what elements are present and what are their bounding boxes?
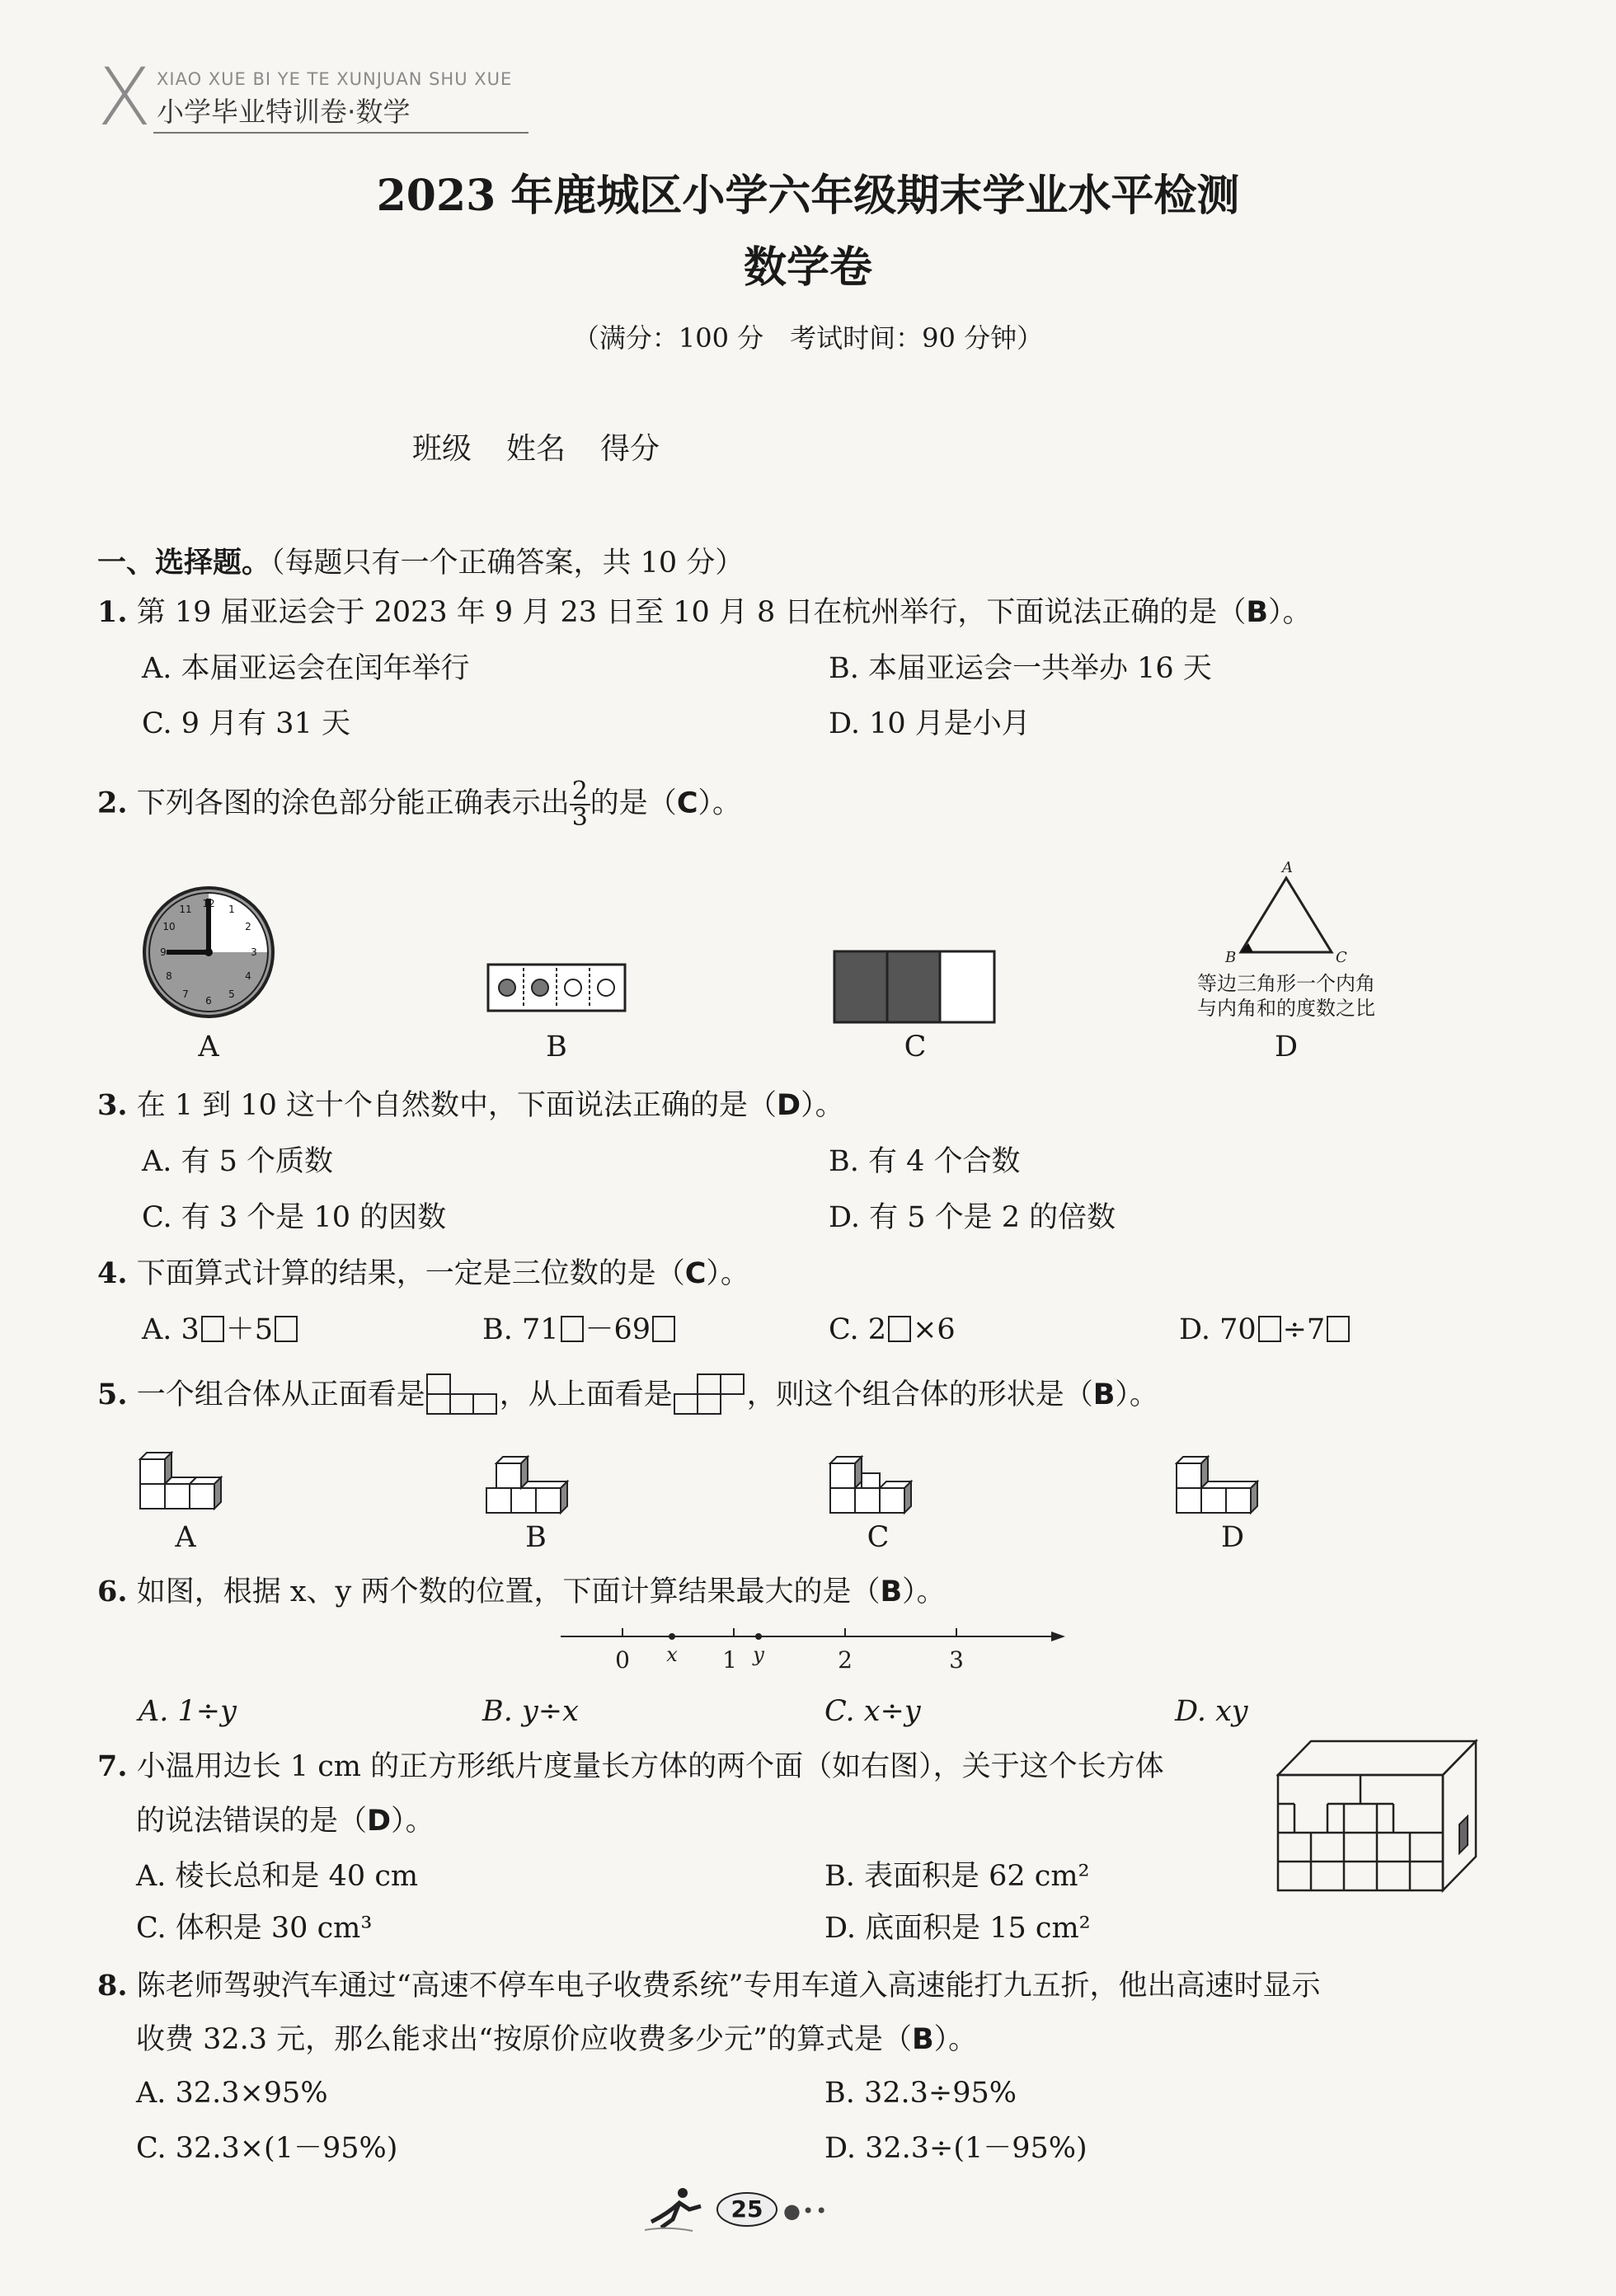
q3-answer: D	[777, 1089, 801, 1122]
clock-num-1: 1	[228, 904, 235, 915]
q2-label-b[interactable]: B	[546, 1031, 567, 1063]
section-1-title: 一、选择题。	[97, 546, 271, 580]
q6-number-line	[561, 1620, 1072, 1678]
q1-option-c[interactable]: C. 9 月有 31 天	[142, 707, 350, 740]
q5-stem: 5. 一个组合体从正面看是 ，从上面看是 ，则这个组合体的形状是（B）。	[97, 1373, 1158, 1416]
q8-option-b[interactable]: B. 32.3÷95%	[824, 2077, 1017, 2110]
page-number: 25	[730, 2195, 763, 2223]
q6-number: 6.	[97, 1575, 128, 1608]
q7-option-b[interactable]: B. 表面积是 62 cm²	[824, 1860, 1090, 1893]
q3-option-c[interactable]: C. 有 3 个是 10 的因数	[142, 1201, 447, 1234]
q7-option-c[interactable]: C. 体积是 30 cm³	[136, 1912, 373, 1945]
q6-answer: B	[880, 1575, 903, 1608]
q2-circles-figure	[486, 963, 627, 1012]
axis-tick-2: 2	[838, 1646, 853, 1674]
q3-stem: 3. 在 1 到 10 这十个自然数中，下面说法正确的是（D）。	[97, 1088, 844, 1122]
blank-box-icon	[652, 1316, 675, 1342]
triangle-vertex-a: A	[1282, 859, 1293, 876]
q5-front-view-icon	[425, 1373, 500, 1416]
q2-triangle-figure	[1220, 857, 1352, 965]
section-1-note: （每题只有一个正确答案，共 10 分）	[270, 547, 745, 580]
blank-box-icon	[561, 1316, 584, 1342]
q2-answer: C	[676, 786, 698, 820]
q4-answer: C	[684, 1257, 707, 1290]
q3-option-a[interactable]: A. 有 5 个质数	[142, 1145, 334, 1178]
q5-top-view-icon	[673, 1373, 747, 1416]
q3-option-d[interactable]: D. 有 5 个是 2 的倍数	[829, 1201, 1116, 1234]
q2-triangle-note: 等边三角形一个内角 与内角和的度数之比	[1197, 972, 1375, 1020]
q7-option-d[interactable]: D. 底面积是 15 cm²	[824, 1912, 1091, 1945]
q6-option-d[interactable]: D. xy	[1175, 1695, 1248, 1728]
q3-number: 3.	[97, 1088, 128, 1122]
q1-option-a[interactable]: A. 本届亚运会在闰年举行	[142, 652, 470, 685]
q5-label-c[interactable]: C	[867, 1521, 890, 1554]
runner-icon	[643, 2185, 709, 2234]
clock-num-6: 6	[205, 995, 212, 1007]
q7-stem-line1: 7. 小温用边长 1 cm 的正方形纸片度量长方体的两个面（如右图），关于这个长方体	[97, 1749, 1164, 1783]
q7-answer: D	[367, 1805, 392, 1838]
blank-box-icon	[1327, 1316, 1350, 1342]
blank-box-icon	[1258, 1316, 1281, 1342]
q8-stem-line1: 8. 陈老师驾驶汽车通过“高速不停车电子收费系统”专用车道入高速能打九五折，他出高速时显示	[97, 1969, 1321, 2003]
q5-figure-b	[485, 1447, 592, 1521]
header-underline	[153, 132, 528, 134]
q8-option-d[interactable]: D. 32.3÷(1－95%)	[824, 2132, 1088, 2165]
q2-clock-figure	[139, 882, 279, 1022]
triangle-vertex-c: C	[1336, 949, 1347, 965]
clock-num-8: 8	[166, 970, 172, 982]
blank-box-icon	[888, 1316, 911, 1342]
clock-num-12: 12	[202, 898, 215, 909]
q2-label-d[interactable]: D	[1274, 1031, 1299, 1063]
triangle-vertex-b: B	[1225, 949, 1237, 965]
clock-num-11: 11	[179, 904, 192, 915]
header-series-title: 小学毕业特训卷·数学	[157, 96, 411, 128]
q1-option-b[interactable]: B. 本届亚运会一共举办 16 天	[829, 652, 1212, 685]
q2-number: 2.	[97, 786, 128, 820]
q2-stem: 2. 下列各图的涂色部分能正确表示出 $\frac{2}{3}$ 的是（C）。	[97, 777, 742, 832]
q4-stem: 4. 下面算式计算的结果，一定是三位数的是（C）。	[97, 1256, 749, 1290]
q6-stem: 6. 如图，根据 x、y 两个数的位置，下面计算结果最大的是（B）。	[97, 1575, 946, 1608]
q1-stem: 1. 第 19 届亚运会于 2023 年 9 月 23 日至 10 月 8 日在杭州举行，下面说法正确的是（B）。	[97, 595, 1312, 629]
blank-box-icon	[201, 1316, 224, 1342]
clock-num-2: 2	[245, 921, 251, 932]
clock-num-7: 7	[182, 988, 189, 1000]
q4-option-d[interactable]: D. 70 ÷7	[1179, 1312, 1351, 1347]
q1-number: 1.	[97, 595, 128, 629]
clock-num-5: 5	[228, 988, 235, 1000]
q8-option-a[interactable]: A. 32.3×95%	[136, 2077, 328, 2110]
clock-num-9: 9	[160, 946, 167, 958]
q2-label-c[interactable]: C	[904, 1031, 927, 1063]
axis-tick-0: 0	[615, 1646, 630, 1674]
header-pinyin: XIAO XUE BI YE TE XUNJUAN SHU XUE	[157, 69, 513, 89]
q1-answer: B	[1246, 596, 1269, 629]
q8-option-c[interactable]: C. 32.3×(1－95%)	[136, 2132, 398, 2165]
blank-box-icon	[275, 1316, 298, 1342]
exam-subtitle: 数学卷	[743, 242, 872, 293]
q8-stem-line2: 收费 32.3 元，那么能求出“按原价应收费多少元”的算式是（B）。	[136, 2023, 978, 2056]
q5-label-a[interactable]: A	[175, 1521, 196, 1554]
q5-figure-c	[829, 1447, 936, 1521]
q7-cuboid-figure	[1276, 1738, 1482, 1895]
exam-meta: （满分：100 分 考试时间：90 分钟）	[572, 322, 1044, 354]
exam-title: 2023 年鹿城区小学六年级期末学业水平检测	[376, 171, 1240, 221]
name-label: 姓名	[506, 432, 566, 466]
q2-fraction: $\frac{2}{3}$	[570, 779, 590, 830]
clock-num-3: 3	[251, 946, 257, 958]
clock-num-4: 4	[245, 970, 251, 982]
q5-label-b[interactable]: B	[525, 1521, 547, 1554]
q2-label-a[interactable]: A	[198, 1031, 219, 1063]
axis-point-y: y	[753, 1643, 764, 1666]
score-label: 得分	[600, 432, 660, 466]
q5-number: 5.	[97, 1378, 128, 1411]
q7-stem-line2: 的说法错误的是（D）。	[136, 1805, 435, 1838]
q6-option-b[interactable]: B. y÷x	[482, 1695, 579, 1728]
q5-figure-d	[1175, 1447, 1282, 1521]
axis-tick-1: 1	[722, 1646, 737, 1674]
q6-option-c[interactable]: C. x÷y	[824, 1695, 921, 1728]
q4-option-b[interactable]: B. 71 －69	[482, 1312, 677, 1347]
page-dots: ●••	[783, 2200, 829, 2223]
q8-answer: B	[911, 2023, 934, 2056]
student-info	[412, 425, 660, 467]
q5-answer: B	[1092, 1378, 1116, 1411]
class-label: 班级	[412, 432, 472, 466]
q7-number: 7.	[97, 1749, 128, 1783]
q6-option-a[interactable]: A. 1÷y	[139, 1695, 237, 1728]
q4-option-c[interactable]: C. 2 ×6	[829, 1313, 956, 1346]
clock-num-10: 10	[162, 921, 176, 932]
q4-option-a[interactable]: A. 3 ＋5	[142, 1312, 299, 1347]
q5-label-d[interactable]: D	[1220, 1521, 1245, 1554]
q4-number: 4.	[97, 1256, 128, 1290]
q3-option-b[interactable]: B. 有 4 个合数	[829, 1145, 1021, 1178]
header-x-logo: X	[97, 51, 152, 143]
axis-tick-3: 3	[949, 1646, 964, 1674]
q2-rectangles-figure	[833, 950, 998, 1024]
axis-point-x: x	[666, 1643, 678, 1666]
section-1-heading	[97, 540, 744, 581]
q5-figure-a	[139, 1451, 237, 1517]
q7-option-a[interactable]: A. 棱长总和是 40 cm	[136, 1860, 419, 1893]
q8-number: 8.	[97, 1969, 128, 2003]
q1-option-d[interactable]: D. 10 月是小月	[829, 707, 1031, 740]
